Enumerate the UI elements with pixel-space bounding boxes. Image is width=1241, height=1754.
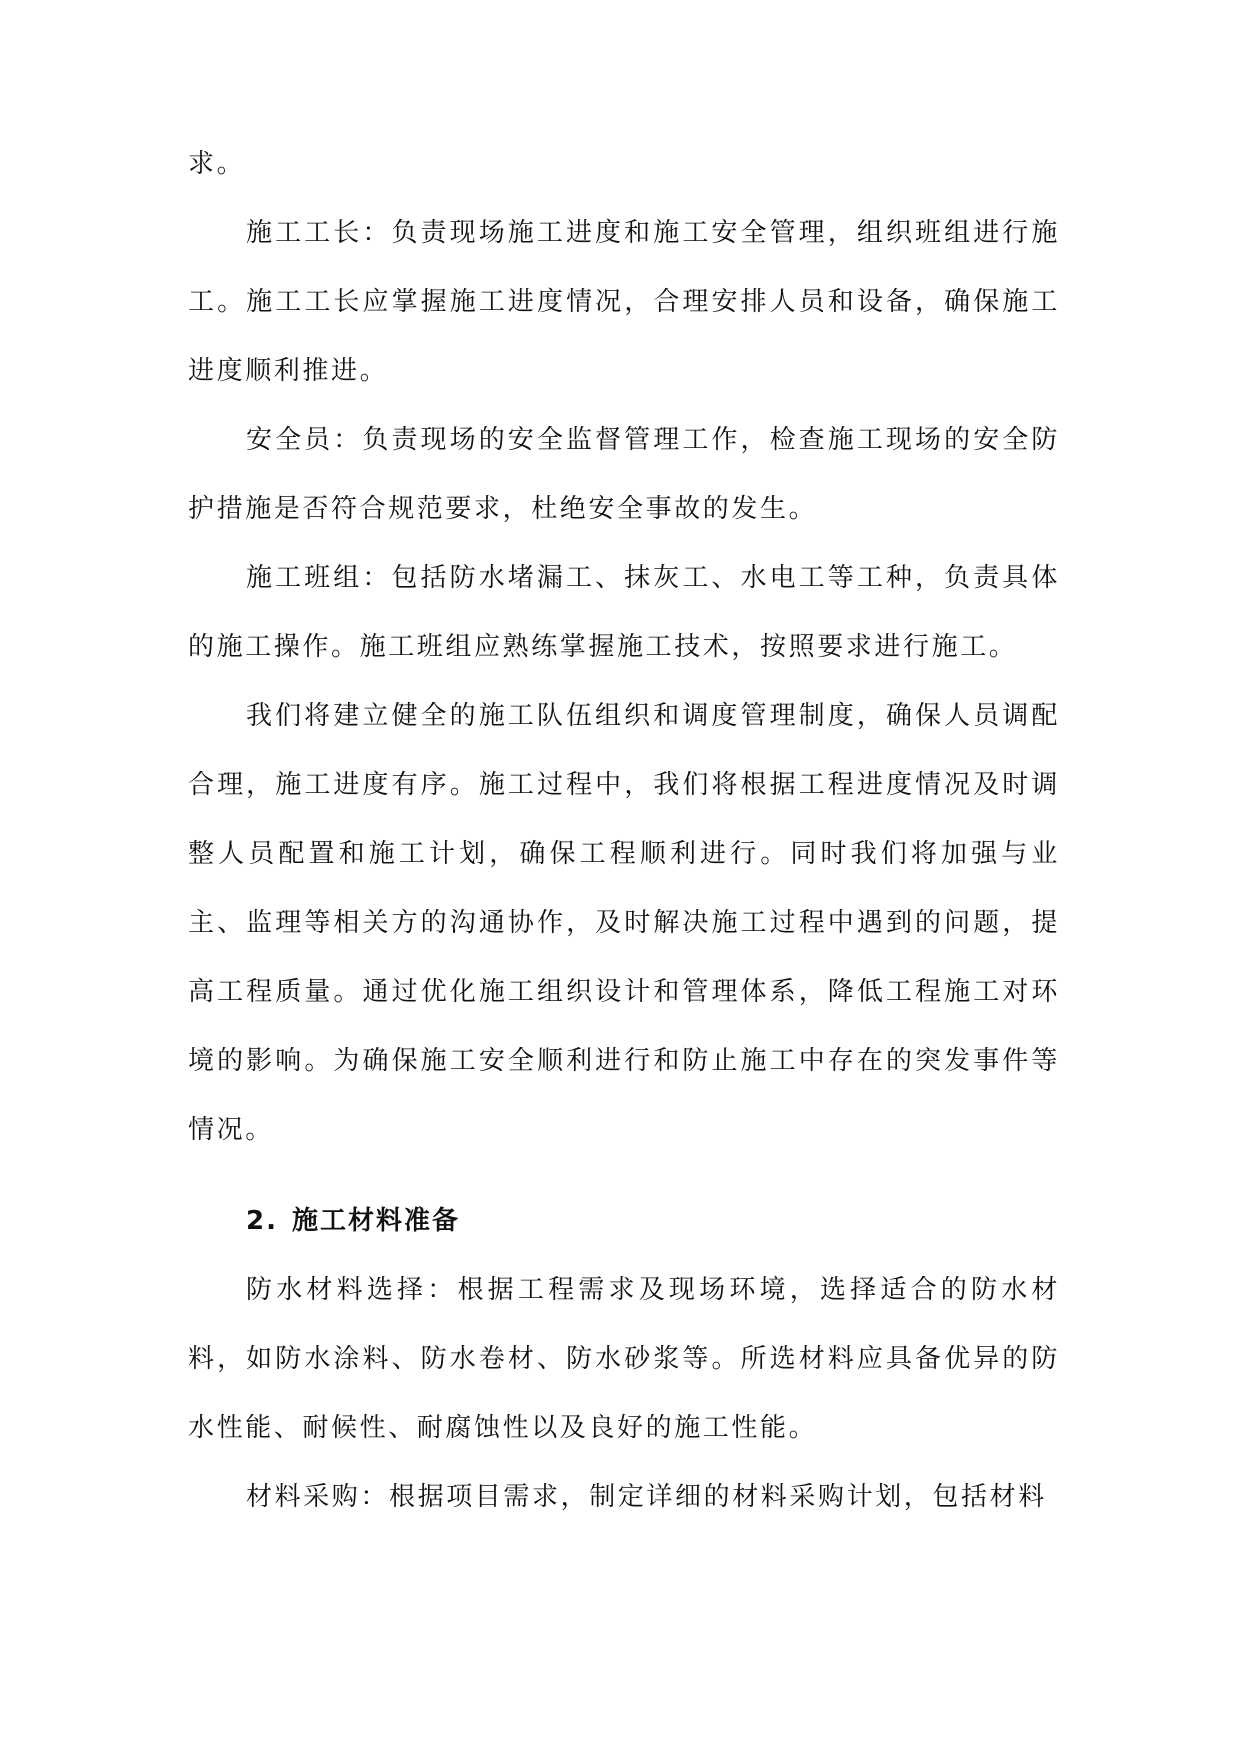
paragraph-foreman: 施工工长：负责现场施工进度和施工安全管理，组织班组进行施工。施工工长应掌握施工进度情况，合理安排人员和设备，确保施工进度顺利推进。 bbox=[188, 218, 1060, 386]
paragraph-material-procurement: 材料采购：根据项目需求，制定详细的材料采购计划，包括材料 bbox=[246, 1482, 1047, 1512]
paragraph-continuation: 求。 bbox=[188, 149, 246, 179]
section-number: 2. bbox=[246, 1206, 278, 1236]
section-heading bbox=[188, 1187, 1060, 1256]
paragraph-material-selection: 防水材料选择：根据工程需求及现场环境，选择适合的防水材料，如防水涂料、防水卷材、防水砂浆等。所选材料应具备优异的防水性能、耐候性、耐腐蚀性以及良好的施工性能。 bbox=[188, 1275, 1060, 1443]
paragraph-safety-officer: 安全员：负责现场的安全监督管理工作，检查施工现场的安全防护措施是否符合规范要求，杜绝安全事故的发生。 bbox=[188, 425, 1060, 524]
section-spacer bbox=[188, 1165, 1060, 1187]
paragraph-organization: 我们将建立健全的施工队伍组织和调度管理制度，确保人员调配合理，施工进度有序。施工过程中，我们将根据工程进度情况及时调整人员配置和施工计划，确保工程顺利进行。同时我们将加强与业主、监理等相关方的沟通协作，及时解决施工过程中遇到的问题，提高工程质量。通过优化施工组织设计和管理体系，降低工程施工对环境的影响。为确保施工安全顺利进行和防止施工中存在的突发事件等情况。 bbox=[188, 701, 1060, 1145]
document-body bbox=[188, 130, 1060, 1532]
paragraph-work-team: 施工班组：包括防水堵漏工、抹灰工、水电工等工种，负责具体的施工操作。施工班组应熟练掌握施工技术，按照要求进行施工。 bbox=[188, 563, 1060, 662]
section-title: 施工材料准备 bbox=[291, 1206, 460, 1236]
